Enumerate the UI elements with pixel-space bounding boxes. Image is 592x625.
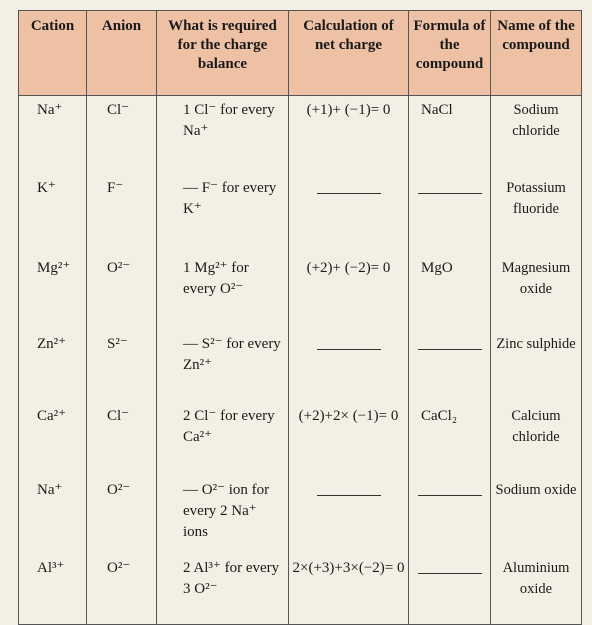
cell-name: Potassium fluoride — [491, 178, 582, 250]
cell-name: Calcium chloride — [491, 400, 582, 480]
cell-required: 2 Cl⁻ for every Ca²⁺ — [157, 400, 289, 480]
cell-anion: O²⁻ — [87, 250, 157, 334]
cell-required: 1 Cl⁻ for every Na⁺ — [157, 96, 289, 179]
blank-line — [418, 193, 482, 194]
blank-line — [418, 573, 482, 574]
cell-cation: K⁺ — [19, 178, 87, 250]
table-row — [19, 558, 582, 625]
cell-required: — O²⁻ ion for every 2 Na⁺ ions — [157, 480, 289, 558]
cell-formula-blank — [409, 178, 491, 250]
table-header-row — [19, 11, 582, 96]
blank-line — [317, 193, 381, 194]
blank-line — [418, 349, 482, 350]
cell-required: 2 Al³⁺ for every 3 O²⁻ — [157, 558, 289, 625]
ionic-compounds-table — [18, 10, 582, 625]
cell-name: Sodium oxide — [491, 480, 582, 558]
cell-calculation: (+2)+ (−2)= 0 — [289, 250, 409, 334]
cell-calculation-blank — [289, 178, 409, 250]
cell-cation: Zn²⁺ — [19, 334, 87, 400]
cell-calculation: (+1)+ (−1)= 0 — [289, 96, 409, 179]
cell-calculation-blank — [289, 334, 409, 400]
table-row — [19, 178, 582, 250]
cell-cation: Ca²⁺ — [19, 400, 87, 480]
header-cation: Cation — [19, 11, 87, 96]
cell-cation: Al³⁺ — [19, 558, 87, 625]
cell-anion: O²⁻ — [87, 480, 157, 558]
cell-anion: S²⁻ — [87, 334, 157, 400]
cell-name: Aluminium oxide — [491, 558, 582, 625]
table-row — [19, 334, 582, 400]
cell-calculation: 2×(+3)+3×(−2)= 0 — [289, 558, 409, 625]
table-row — [19, 480, 582, 558]
cell-name: Magnesium oxide — [491, 250, 582, 334]
cell-cation: Mg²⁺ — [19, 250, 87, 334]
cell-formula-blank — [409, 480, 491, 558]
cell-calculation-blank — [289, 480, 409, 558]
table-row — [19, 250, 582, 334]
cell-formula: MgO — [409, 250, 491, 334]
blank-line — [317, 495, 381, 496]
header-name: Name of the compound — [491, 11, 582, 96]
cell-formula-blank — [409, 558, 491, 625]
cell-anion: Cl⁻ — [87, 96, 157, 179]
table-row — [19, 400, 582, 480]
table-row — [19, 96, 582, 179]
header-formula: Formula of the compound — [409, 11, 491, 96]
cell-name: Sodium chloride — [491, 96, 582, 179]
cell-anion: O²⁻ — [87, 558, 157, 625]
cell-cation: Na⁺ — [19, 480, 87, 558]
cell-anion: F⁻ — [87, 178, 157, 250]
header-calculation: Calculation of net charge — [289, 11, 409, 96]
blank-line — [317, 349, 381, 350]
cell-name: Zinc sulphide — [491, 334, 582, 400]
cell-formula: CaCl₂ — [409, 400, 491, 480]
header-required: What is required for the charge balance — [157, 11, 289, 96]
cell-required: 1 Mg²⁺ for every O²⁻ — [157, 250, 289, 334]
header-anion: Anion — [87, 11, 157, 96]
ionic-compounds-table-frame — [18, 10, 581, 602]
cell-formula-blank — [409, 334, 491, 400]
cell-formula: NaCl — [409, 96, 491, 179]
cell-required: — F⁻ for every K⁺ — [157, 178, 289, 250]
cell-cation: Na⁺ — [19, 96, 87, 179]
cell-anion: Cl⁻ — [87, 400, 157, 480]
cell-required: — S²⁻ for every Zn²⁺ — [157, 334, 289, 400]
cell-calculation: (+2)+2× (−1)= 0 — [289, 400, 409, 480]
blank-line — [418, 495, 482, 496]
